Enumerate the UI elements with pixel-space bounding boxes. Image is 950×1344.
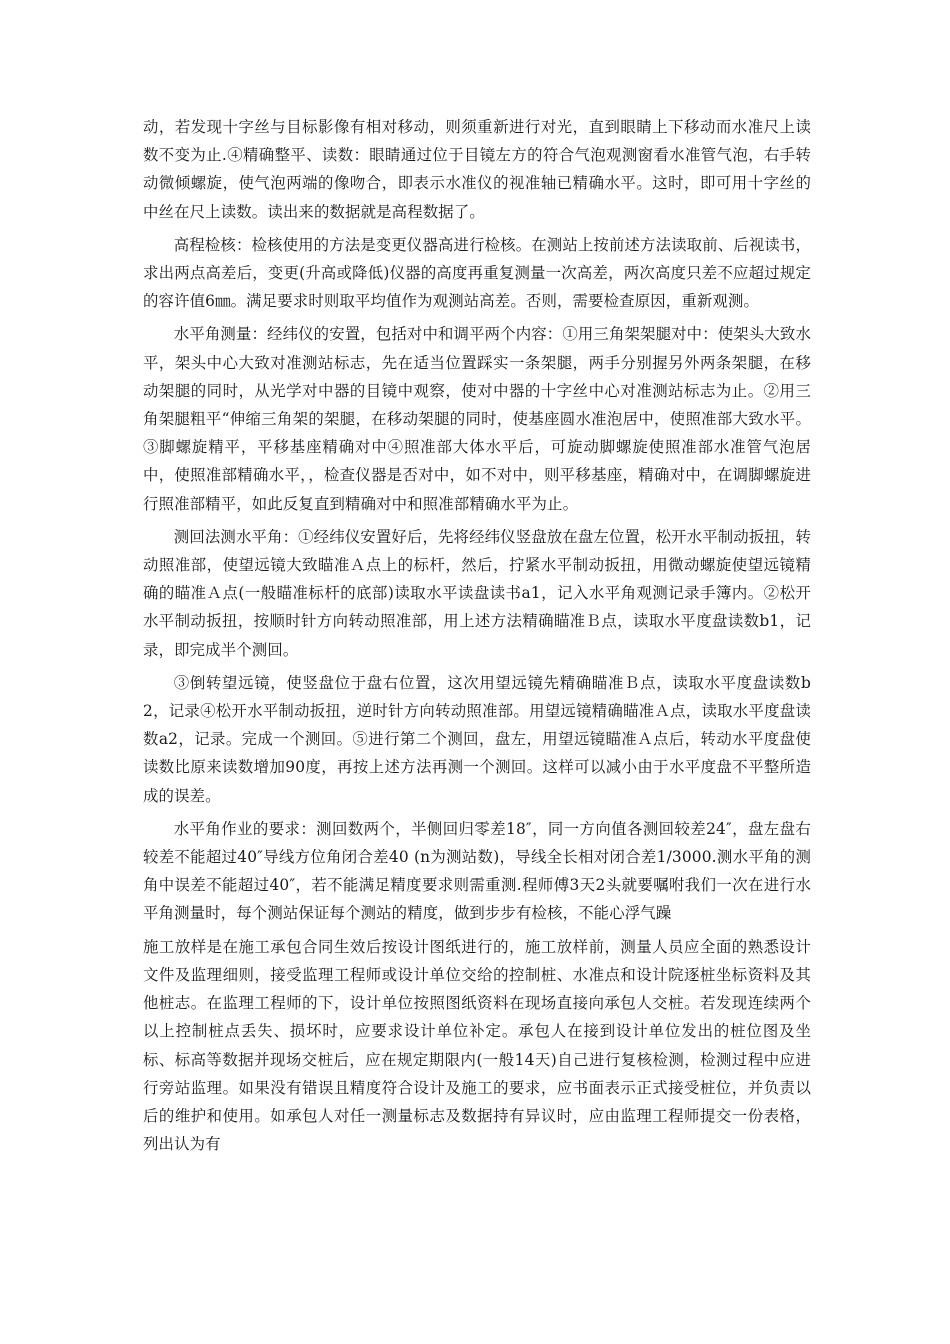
paragraph-horizontal-angle-requirements: 水平角作业的要求：测回数两个，半侧回归零差18″，同一方向值各测回较差24″，盘左盘右较差不能超过40″导线方位角闭合差40 (n为测站数)，导线全长相对闭合差1/3000.测水平角的测角中误差不能超过40″，若不能满足精度要求则需重测.程师傅3天2头就要嘱咐我们一次在进行水平角测量时，每个测站保证每个测站的精度，做到步步有检核，不能心浮气躁: [143, 819, 811, 923]
document-page: [143, 113, 811, 1163]
paragraph-measurement-method-half: 测回法测水平角：①经纬仪安置好后，先将经纬仪竖盘放在盘左位置，松开水平制动扳扭，转动照准部，使望远镜大致瞄准Ａ点上的标杆，然后，拧紧水平制动扳扭，用微动螺旋使望远镜精确的瞄准Ａ点(一般瞄准标杆的底部)读取水平读盘读书a1，记入水平角观测记录手簿内。②松开水平制动扳扭，按顺时针方向转动照准部，用上述方法精确瞄准Ｂ点，读取水平度盘读数b1，记录，即完成半个测回。: [143, 527, 811, 659]
paragraph-elevation-check: 高程检核：检核使用的方法是变更仪器高进行检核。在测站上按前述方法读取前、后视读书，求出两点高差后，变更(升高或降低)仪器的高度再重复测量一次高差，两次高度只差不应超过规定的容许值6㎜。满足要求时则取平均值作为观测站高差。否则，需要检查原因，重新观测。: [143, 235, 811, 311]
paragraph-construction-layout: 施工放样是在施工承包合同生效后按设计图纸进行的，施工放样前，测量人员应全面的熟悉设计文件及监理细则，接受监理工程师或设计单位交给的控制桩、水准点和设计院逐桩坐标资料及其他桩志。在监理工程师的下，设计单位按照图纸资料在现场直接向承包人交桩。若发现连续两个以上控制桩点丢失、损坏时，应要求设计单位补定。承包人在接到设计单位发出的桩位图及坐标、标高等数据并现场交桩后，应在规定期限内(一般14天)自己进行复核检测，检测过程中应进行旁站监理。如果没有错误且精度符合设计及施工的要求，应书面表示正式接受桩位，并负责以后的维护和使用。如承包人对任一测量标志及数据持有异议时，应由监理工程师提交一份表格，列出认为有: [143, 937, 811, 1154]
paragraph-measurement-method-full: ③倒转望远镜，使竖盘位于盘右位置，这次用望远镜先精确瞄准Ｂ点，读取水平度盘读数b2，记录④松开水平制动扳扭，逆时针方向转动照准部。用望远镜精确瞄准Ａ点，读取水平度盘读数a2，记录。完成一个测回。⑤进行第二个测回，盘左，用望远镜瞄准Ａ点后，转动水平度盘使读数比原来读数增加90度，再按上述方法再测一个测回。这样可以减小由于水平度盘不平整所造成的误差。: [143, 673, 811, 805]
paragraph-leveling-reading: 动，若发现十字丝与目标影像有相对移动，则须重新进行对光，直到眼睛上下移动而水准尺上读数不变为止.④精确整平、读数：眼睛通过位于目镜左方的符合气泡观测窗看水准管气泡，右手转动微倾螺旋，使气泡两端的像吻合，即表示水准仪的视准轴已精确水平。这时，即可用十字丝的中丝在尺上读数。读出来的数据就是高程数据了。: [143, 118, 811, 221]
paragraph-horizontal-angle-setup: 水平角测量：经纬仪的安置，包括对中和调平两个内容：①用三角架架腿对中：使架头大致水平，架头中心大致对准测站标志，先在适当位置踩实一条架腿，两手分别握另外两条架腿，在移动架腿的同时，从光学对中器的目镜中观察，使对中器的十字丝中心对准测站标志为止。②用三角架腿粗平“伸缩三角架的架腿，在移动架腿的同时，使基座圆水准泡居中，使照准部大致水平。③脚螺旋精平，平移基座精确对中④照准部大体水平后，可旋动脚螺旋使照准部水准管气泡居中，使照准部精确水平，，检查仪器是否对中，如不对中，则平移基座，精确对中，在调脚螺旋进行照准部精平，如此反复直到精确对中和照准部精确水平为止。: [143, 325, 811, 513]
